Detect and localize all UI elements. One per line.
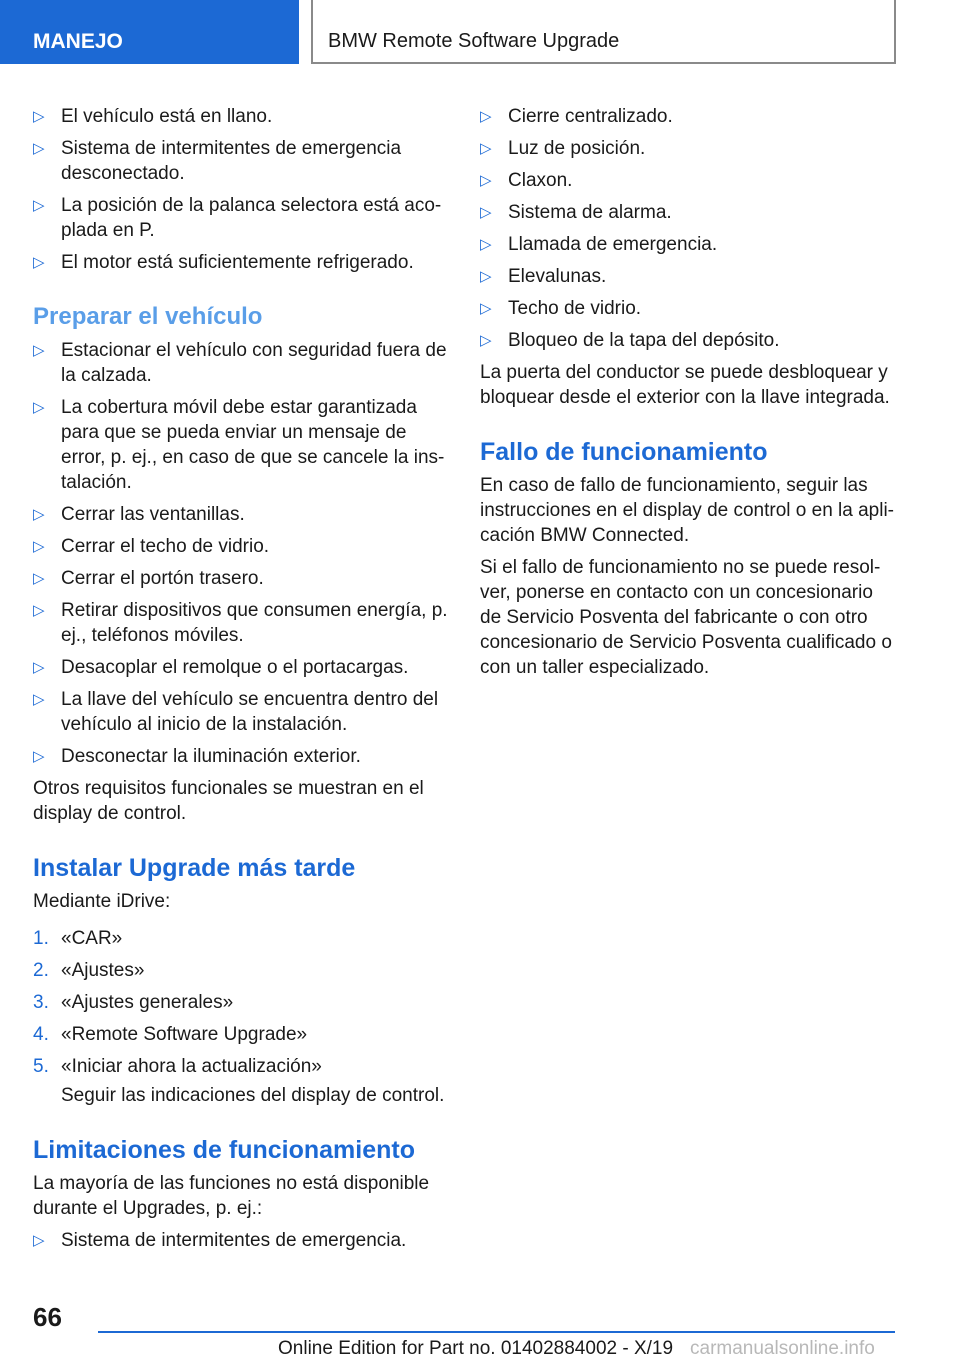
- step-number: 3.: [33, 992, 49, 1013]
- triangle-bullet-icon: ▷: [33, 254, 45, 271]
- list-item: 1. «CAR»: [33, 928, 123, 949]
- list-item: ▷ Sistema de intermitentes de emergencia.: [33, 1230, 407, 1251]
- heading-malfunction: Fallo de funcionamiento: [480, 438, 768, 466]
- list-item: ▷ Sistema de alarma.: [480, 202, 672, 223]
- paragraph-limitations: La mayoría de las funciones no está disponible durante el Upgrades, p. ej.:: [33, 1173, 430, 1219]
- list-item: 5. «Iniciar ahora la actualización»: [33, 1056, 322, 1077]
- paragraph-idrive: Mediante iDrive:: [33, 891, 171, 912]
- section-tab: MANEJO: [0, 0, 299, 64]
- paragraph-malfunction-2: Si el fallo de funcionamiento no se puede resol-ver, ponerse en contacto con un concesionario de Servicio Posventa del fabricante o con otro concesionario de Servicio Posventa cualificado o con un taller especializado.: [480, 557, 892, 678]
- left-column: [33, 104, 451, 1260]
- step-note: Seguir las indicaciones del display de control.: [61, 1085, 445, 1106]
- triangle-bullet-icon: ▷: [33, 506, 45, 523]
- footer-edition: Online Edition for Part no. 01402884002 - X/19: [278, 1338, 674, 1359]
- bullet-list-prepare: [33, 338, 451, 769]
- list-item: 4. «Remote Software Upgrade»: [33, 1024, 308, 1045]
- numbered-steps: [33, 926, 451, 1108]
- list-item: ▷ Estacionar el vehículo con seguridad fuera de la calzada.: [33, 340, 447, 386]
- bullet-list-unavailable: [480, 104, 898, 353]
- list-item: ▷ El motor está suficientemente refrigerado.: [33, 252, 414, 273]
- list-item: ▷ La llave del vehículo se encuentra dentro del vehículo al inicio de la instalación.: [33, 689, 439, 735]
- triangle-bullet-icon: ▷: [480, 108, 492, 125]
- bullet-list-conditions: [33, 104, 451, 275]
- triangle-bullet-icon: ▷: [33, 602, 45, 619]
- paragraph-malfunction-1: En caso de fallo de funcionamiento, seguir las instrucciones en el display de control o en la apli-cación BMW Connected.: [480, 475, 895, 546]
- heading-install-later: Instalar Upgrade más tarde: [33, 854, 356, 882]
- list-item: ▷ Cierre centralizado.: [480, 106, 673, 127]
- footer-divider: [98, 1331, 895, 1333]
- triangle-bullet-icon: ▷: [33, 538, 45, 555]
- triangle-bullet-icon: ▷: [480, 172, 492, 189]
- step-number: 5.: [33, 1056, 49, 1077]
- list-item: ▷ La cobertura móvil debe estar garantizada para que se pueda enviar un mensaje de error, p. ej., en caso de que se cancele la ins-talación.: [33, 397, 445, 493]
- triangle-bullet-icon: ▷: [480, 236, 492, 253]
- step-number: 1.: [33, 928, 49, 949]
- step-number: 4.: [33, 1024, 49, 1045]
- heading-limitations: Limitaciones de funcionamiento: [33, 1136, 415, 1164]
- page-header-title: BMW Remote Software Upgrade: [311, 0, 896, 64]
- list-item: ▷ Cerrar el portón trasero.: [33, 568, 264, 589]
- triangle-bullet-icon: ▷: [33, 570, 45, 587]
- triangle-bullet-icon: ▷: [480, 332, 492, 349]
- list-item: ▷ Cerrar el techo de vidrio.: [33, 536, 270, 557]
- right-column: [480, 104, 898, 687]
- list-item: ▷ Claxon.: [480, 170, 573, 191]
- heading-prepare-vehicle: Preparar el vehículo: [33, 303, 263, 330]
- triangle-bullet-icon: ▷: [480, 204, 492, 221]
- triangle-bullet-icon: ▷: [33, 140, 45, 157]
- triangle-bullet-icon: ▷: [33, 691, 45, 708]
- list-item: ▷ Elevalunas.: [480, 266, 607, 287]
- list-item: ▷ Sistema de intermitentes de emergencia desconectado.: [33, 138, 402, 184]
- step-number: 2.: [33, 960, 49, 981]
- triangle-bullet-icon: ▷: [33, 399, 45, 416]
- paragraph-other-requirements: Otros requisitos funcionales se muestran en el display de control.: [33, 778, 424, 824]
- triangle-bullet-icon: ▷: [480, 140, 492, 157]
- triangle-bullet-icon: ▷: [33, 1232, 45, 1249]
- list-item: ▷ La posición de la palanca selectora está aco-plada en P.: [33, 195, 442, 241]
- bullet-list-limitations: [33, 1228, 451, 1253]
- list-item: ▷ Desacoplar el remolque o el portacargas.: [33, 657, 409, 678]
- triangle-bullet-icon: ▷: [33, 748, 45, 765]
- triangle-bullet-icon: ▷: [33, 342, 45, 359]
- list-item: 2. «Ajustes»: [33, 960, 145, 981]
- list-item: 3. «Ajustes generales»: [33, 992, 234, 1013]
- list-item: ▷ Desconectar la iluminación exterior.: [33, 746, 361, 767]
- list-item: ▷ El vehículo está en llano.: [33, 106, 273, 127]
- list-item: ▷ Techo de vidrio.: [480, 298, 642, 319]
- triangle-bullet-icon: ▷: [33, 659, 45, 676]
- list-item: ▷ Luz de posición.: [480, 138, 646, 159]
- list-item: ▷ Bloqueo de la tapa del depósito.: [480, 330, 780, 351]
- paragraph-driver-door: La puerta del conductor se puede desbloquear y bloquear desde el exterior con la llave integrada.: [480, 362, 890, 408]
- page-number: 66: [33, 1302, 62, 1332]
- list-item: ▷ Cerrar las ventanillas.: [33, 504, 245, 525]
- triangle-bullet-icon: ▷: [33, 197, 45, 214]
- list-item: ▷ Retirar dispositivos que consumen energía, p. ej., teléfonos móviles.: [33, 600, 448, 646]
- list-item: ▷ Llamada de emergencia.: [480, 234, 718, 255]
- triangle-bullet-icon: ▷: [480, 268, 492, 285]
- watermark: carmanualsonline.info: [690, 1338, 875, 1359]
- triangle-bullet-icon: ▷: [480, 300, 492, 317]
- triangle-bullet-icon: ▷: [33, 108, 45, 125]
